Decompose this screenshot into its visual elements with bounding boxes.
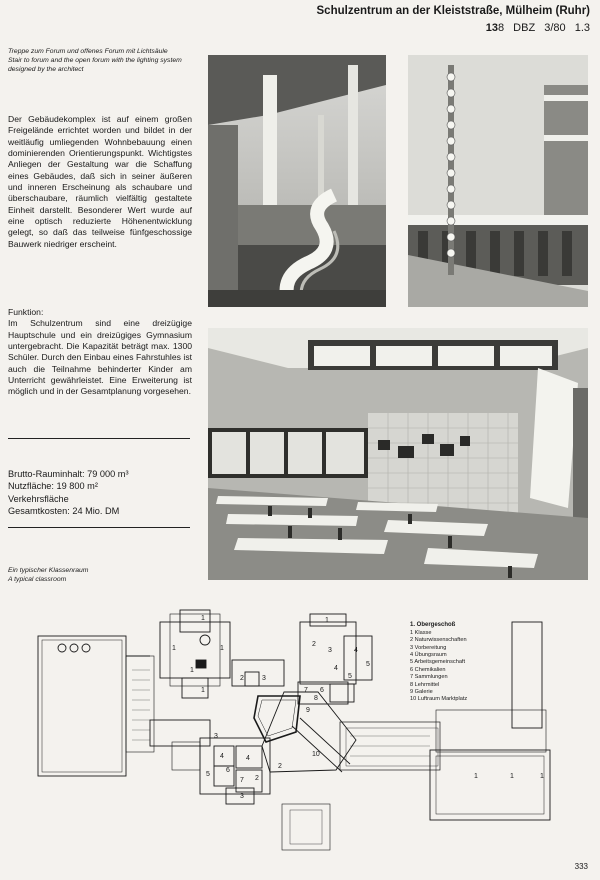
plan-label: 1 [510, 773, 514, 780]
plan-label: 4 [246, 755, 250, 762]
legend-item: 3 Vorbereitung [410, 644, 447, 651]
plan-label: 6 [226, 767, 230, 774]
divider-1 [8, 438, 190, 439]
intro-text: Der Gebäudekomplex ist auf einem großen Freigelände errichtet worden und bildet in der weitläufig umliegenden Wohnbebauung einen dominierenden Orientierungspunkt. Wichtigstes Anliegen der Gestaltung war die Schaffung eines Gebäudes, daß sich in seiner äußeren und inneren Erscheinung als schaubare und überschaubare, räumlich vielfältig gestaltete Einheit darstellt. Besonderer Wert wurde auf eine optisch reduzierte Höhenentwicklung gelegt, so daß das teilweise fünfgeschossige Bauwerk niedriger erscheint. [8, 114, 192, 249]
plan-label: 2 [255, 775, 259, 782]
plan-label: 1 [190, 667, 194, 674]
stat-traffic-area: Verkehrsfläche [8, 493, 69, 504]
plan-room-numbers [172, 615, 544, 800]
legend-item: 6 Chemikalien [410, 666, 446, 673]
article-code-bold: 13 [485, 22, 498, 34]
intro-paragraph [8, 114, 192, 250]
photo-light-column [408, 55, 588, 307]
photo-classroom [208, 328, 588, 580]
plan-label: 1 [474, 773, 478, 780]
article-code-rest: 8 [497, 22, 505, 34]
plan-label: 5 [348, 673, 352, 680]
page-number: 333 [574, 862, 588, 871]
plan-label: 2 [240, 675, 244, 682]
caption-forum [8, 48, 198, 74]
function-section [8, 307, 192, 398]
caption-forum-en: Stair to forum and the open forum with the lighting system designed by the architect [8, 56, 182, 73]
stat-total-cost: Gesamtkosten: 24 Mio. DM [8, 506, 120, 517]
plan-label: 5 [366, 661, 370, 668]
plan-label: 7 [304, 687, 308, 694]
plan-label: 3 [262, 675, 266, 682]
legend-item: 4 Übungsraum [410, 652, 447, 659]
section-number: 1.3 [574, 22, 590, 34]
function-text: Im Schulzentrum sind eine dreizügige Hauptschule und ein dreizügiges Gymnasium untergebracht. Die Kapazität beträgt max. 1300 Schüler. Durch den Einbau eines Fahrstuhles ist auch die Teilnahme behinderter Kinder am Unterricht gewährleistet. Eine Erweiterung ist möglich und in der Gesamtplanung vorgesehen. [8, 318, 192, 397]
stat-volume: Brutto-Rauminhalt: 79 000 m³ [8, 469, 129, 479]
stats-block [8, 468, 198, 518]
photo-stair-forum [208, 55, 386, 307]
caption-classroom-en: A typical classroom [8, 575, 67, 583]
plan-label: 8 [314, 695, 318, 702]
function-heading: Funktion: [8, 307, 44, 317]
caption-classroom [8, 567, 198, 585]
photo-classroom-image [208, 328, 588, 580]
plan-label: 1 [325, 617, 329, 624]
plan-label: 5 [206, 771, 210, 778]
legend-item: 7 Sammlungen [410, 674, 448, 681]
legend-item: 10 Luftraum Marktplatz [410, 696, 468, 703]
plan-label: 4 [334, 665, 338, 672]
plan-label: 1 [220, 645, 224, 652]
caption-forum-de: Treppe zum Forum und offenes Forum mit Lichtsäule [8, 48, 168, 55]
plan-label: 9 [306, 707, 310, 714]
article-reference [486, 22, 590, 34]
plan-label: 1 [172, 645, 176, 652]
plan-label: 6 [320, 687, 324, 694]
legend-item: 1 Klasse [410, 629, 432, 636]
plan-label: 3 [214, 733, 218, 740]
plan-label: 3 [328, 647, 332, 654]
legend-item: 2 Naturwissenschaften [410, 637, 467, 644]
plan-label: 3 [240, 793, 244, 800]
plan-label: 1 [540, 773, 544, 780]
article-title: Schulzentrum an der Kleiststraße, Mülheim (Ruhr) [316, 5, 590, 17]
caption-classroom-de: Ein typischer Klassenraum [8, 567, 89, 574]
floor-plan-drawing [0, 600, 600, 860]
plan-label: 2 [278, 763, 282, 770]
legend-title: 1. Obergeschoß [410, 622, 456, 628]
divider-2 [8, 527, 190, 528]
plan-label: 4 [220, 753, 224, 760]
plan-hall [38, 636, 126, 776]
legend-item: 8 Lehrmittel [410, 681, 440, 688]
stat-usable-area: Nutzfläche: 19 800 m² [8, 481, 98, 492]
plan-label: 4 [354, 647, 358, 654]
plan-label: 2 [312, 641, 316, 648]
plan-legend [410, 622, 467, 704]
plan-label: 10 [312, 751, 320, 758]
legend-item: 5 Arbeitsgemeinschaft [410, 659, 466, 666]
photo-light-column-image [408, 55, 588, 307]
plan-label: 1 [201, 687, 205, 694]
plan-label: 7 [240, 777, 244, 784]
plan-label: 1 [201, 615, 205, 622]
photo-stair-forum-image [208, 55, 386, 307]
legend-item: 9 Galerie [410, 688, 433, 695]
journal-issue: DBZ 3/80 [513, 22, 566, 34]
